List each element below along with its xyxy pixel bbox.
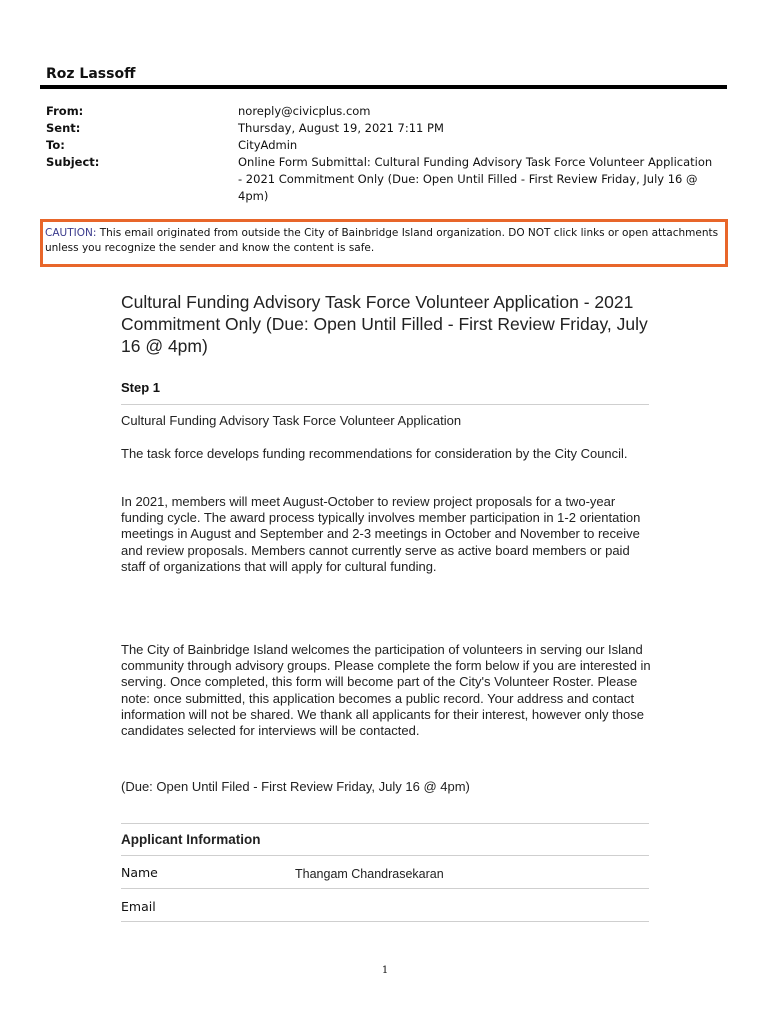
divider — [121, 888, 649, 889]
page-number: 1 — [381, 965, 389, 976]
header-label: To: — [46, 138, 65, 152]
field-value-name: Thangam Chandrasekaran — [295, 867, 444, 881]
header-row-from — [46, 103, 726, 120]
welcome-paragraph: The City of Bainbridge Island welcomes the participation of volunteers in serving our Island community through advisory groups. Please complete the form below if you are interested in serving. Once completed, this form will become part of the City's Volunteer Roster. Please note: once submitted, this application becomes a public record. Your address and contact information will not be shared. We thank all applicants for their interest, however only those candidates selected for interviews will be contacted. — [121, 642, 651, 739]
header-label: From: — [46, 104, 84, 118]
details-paragraph: In 2021, members will meet August-October to review project proposals for a two-year funding cycle. The award process typically involves member participation in 1-2 orientation meetings in August and September and 2-3 meetings in October and November to receive and review proposals. Members cannot currently serve as active board members or paid staff of organizations that will apply for cultural funding. — [121, 494, 641, 574]
sender-name: Roz Lassoff — [46, 66, 136, 82]
form-subtitle: Cultural Funding Advisory Task Force Volunteer Application — [121, 413, 462, 428]
header-value-subject: Online Form Submittal: Cultural Funding Advisory Task Force Volunteer Application - 2021 Commitment Only (Due: Open Until Filled - First Review Friday, July 16 @ 4pm) — [238, 155, 713, 203]
due-note: (Due: Open Until Filed - First Review Friday, July 16 @ 4pm) — [121, 779, 470, 794]
header-label: Sent: — [46, 121, 81, 135]
divider — [121, 823, 649, 824]
caution-banner — [40, 219, 728, 267]
header-label: Subject: — [46, 155, 100, 169]
step-heading: Step 1 — [121, 380, 161, 395]
applicant-section-title: Applicant Information — [121, 832, 261, 847]
caution-label: CAUTION: — [45, 227, 97, 239]
caution-text: This email originated from outside the City of Bainbridge Island organization. DO NOT click links or open attachments unless you recognize the sender and know the content is safe. — [45, 227, 719, 254]
form-title: Cultural Funding Advisory Task Force Volunteer Application - 2021 Commitment Only (Due: Open Until Filled - First Review Friday, July 16 @ 4pm) — [121, 292, 648, 356]
header-row-to — [46, 137, 726, 154]
header-value-to: CityAdmin — [238, 138, 298, 152]
header-row-sent — [46, 120, 726, 137]
divider — [121, 921, 649, 922]
header-row-subject — [46, 154, 726, 205]
divider — [121, 855, 649, 856]
header-value-from: noreply@civicplus.com — [238, 104, 371, 118]
intro-paragraph: The task force develops funding recommendations for consideration by the City Council. — [121, 446, 628, 461]
email-headers — [46, 103, 726, 205]
divider — [121, 404, 649, 405]
field-label-email: Email — [121, 899, 156, 914]
header-value-sent: Thursday, August 19, 2021 7:11 PM — [238, 121, 444, 135]
sender-divider — [40, 85, 727, 89]
field-label-name: Name — [121, 865, 158, 880]
